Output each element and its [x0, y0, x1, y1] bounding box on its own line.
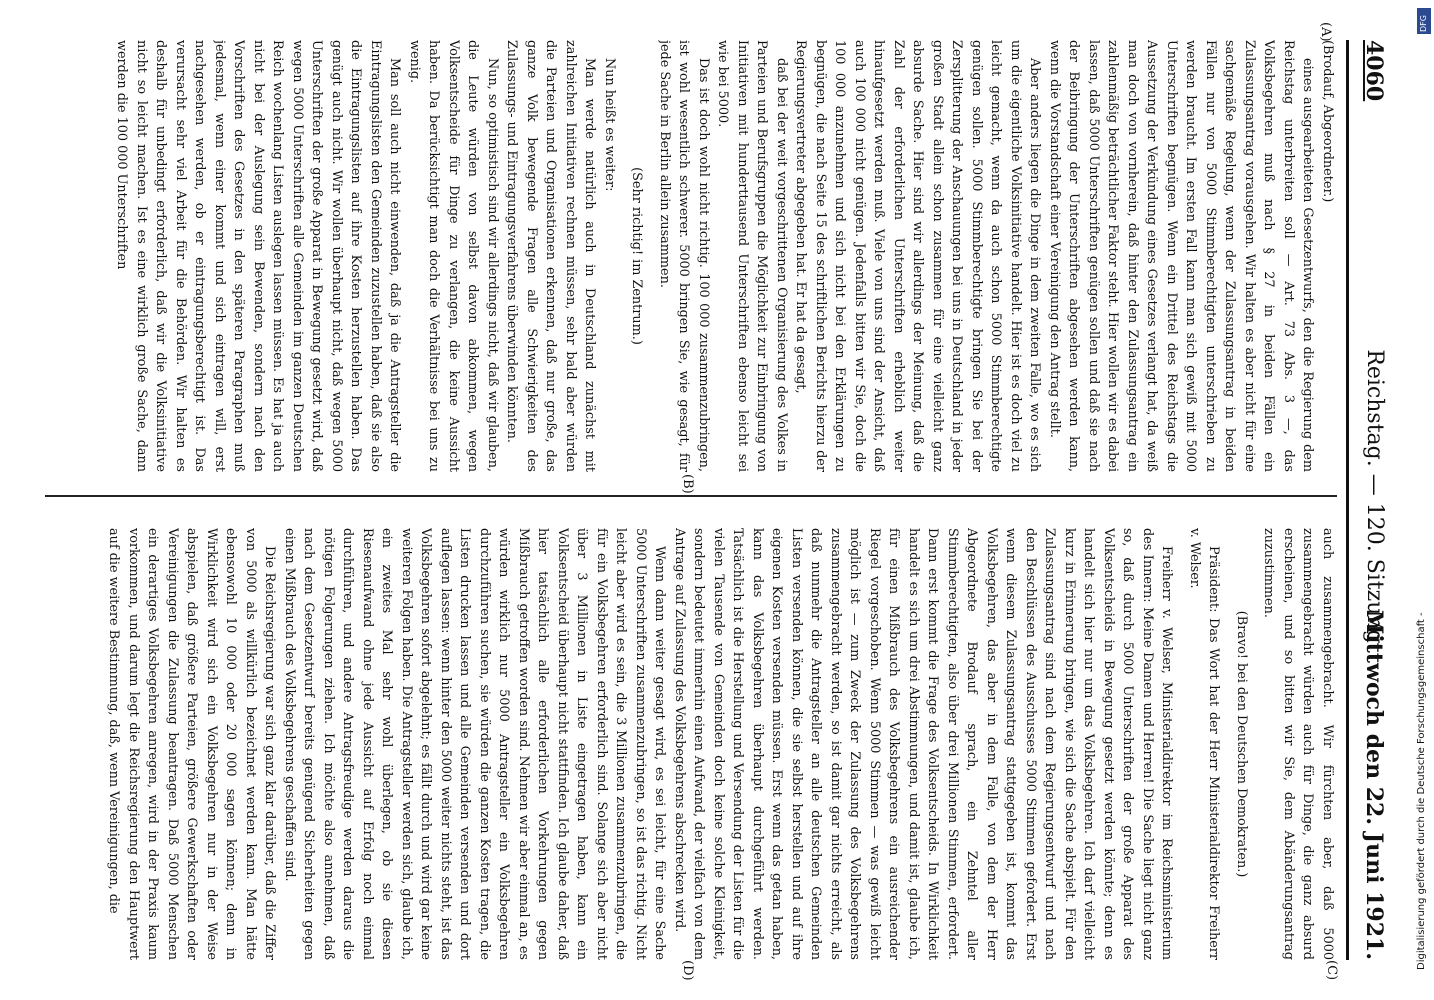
session-title: Reichstag. — 120. Sitzung. — [1362, 349, 1387, 651]
paragraph: Man soll auch nicht einwenden, daß ja die Antragsteller die Eintragungslisten den Gemeinden zuzustellen haben, daß sie also die Eintragungslisten auf ihre Kosten herzustellen haben. Das genügt auch nicht. Wir wollen überhaupt nicht, daß wegen 5000 Unterschriften der große Apparat in Bewegung gesetzt wird, daß wegen 5000 Unterschriften alle Gemeinden im ganzen Deutschen Reich wochenlang Listen auslegen lassen müssen. Es hat ja auch nicht bei der Auslegung sein Bewenden, sondern nach den Vorschriften des Gesetzes in den späteren Paragraphen muß jedesmal, wenn einer kommt und sich eintragen will, erst nachgesehen werden, ob er eintragungsberechtigt ist. Das verursacht sehr viel Arbeit für die Behörden. Wir halten es deshalb für unbedingt erforderlich, daß wir die Volksinitiative nicht so leicht machen. Ist es eine wirklich große Sache, dann werden die 100 000 Unterschriften — [114, 40, 403, 472]
digitization-notice-text: Digitalisierung gefördert durch die Deutsche Forschungsgemeinschaft - — [1416, 612, 1427, 970]
paragraph: Die Reichsregierung war sich ganz klar darüber, daß die Ziffer von 5000 als willkürlich bezeichnet werden kann. Man hätte ebensowohl 10 000 oder 20 000 sagen können; denn in Wirklichkeit wird sich ein Volksbegehren nur in der Weise abspielen, daß größere Parteien, größere Gewerkschaften oder Vereinigungen die Zulassung beantragen. Daß 5000 Menschen ein derartiges Volksbegehren anregen, wird in der Praxis kaum vorkommen, und darum legt die Reichsregierung den Hauptwert auf die weitere Bestimmung, daß, wenn Vereinigungen, die — [106, 528, 278, 960]
dfg-logo — [1417, 8, 1431, 34]
president-statement: Präsident: Das Wort hat der Herr Ministerialdirektor Freiherr v. Welser. — [1187, 528, 1222, 960]
session-date: Mittwoch den 22. Juni 1921. — [1361, 610, 1387, 960]
margin-marker-a: (A) — [1318, 22, 1333, 42]
digitization-notice — [1414, 10, 1432, 970]
paragraph: Wenn dann weiter gesagt wird, es sei leicht, für eine Sache 5000 Unterschriften zusammenzubringen, so ist das richtig. Nicht leicht aber wird es sein, die 3 Millionen zusammenzubringen, die für ein Volksbegehren erforderlich sind. Solange sich aber nicht über 3 Millionen in Liste eingetragen haben, kann ein Volksentscheid überhaupt nicht stattfinden. Ich glaube daher, daß hier tatsächlich alle erforderlichen Vorkehrungen gegen Mißbrauch getroffen worden sind. Nehmen wir aber einmal an, es würden wirklich nur 5000 Antragsteller ein Volksbegehren durchzuführen suchen, sie würden die ganzen Kosten tragen, die Listen drucken lassen und alle Gemeinden versenden und dort auflegen lassen: wenn hinter den 5000 weiter nichts steht, ist das Volksbegehren sofort abgelehnt; es fällt durch und wird gar keine weiteren Folgen haben. Die Antragsteller werden sich, glaube ich, ein zweites Mal sehr wohl überlegen, ob sie diesen Riesenaufwand ohne jede Aussicht auf Erfolg noch einmal durchführen, und andere Antragsfreudige werden daraus die nötigen Folgerungen ziehen. Ich möchte also annehmen, daß nach dem Gesetzentwurf bereits genügend Sicherheiten gegen einen Mißbrauch des Volksbegehrens geschaffen sind. — [282, 528, 668, 960]
speaker-continuation: (Brodauf, Abgeordneter.) — [1320, 40, 1335, 203]
page-header — [1347, 40, 1387, 960]
paragraph: eines ausgearbeiteten Gesetzentwurfs, den die Regierung dem Reichstag unterbreiten soll — Art. 73 Abs. 3 —, das Volksbegehren muß nach § 27 in beiden Fällen ein Zulassungsantrag vorausgehen. Wir halten es aber nicht für eine sachgemäße Regelung, wenn der Zulassungsantrag in beiden Fällen nur von 5000 Stimmberechtigten unterschrieben zu werden braucht. Im ersten Fall kann man sich gewiß mit 5000 Unterschriften begnügen. Wenn ein Drittel des Reichstags die Aussetzung der Verkündung eines Gesetzes verlangt hat, da weiß man doch von vornherein, daß hinter den Zulassungsantrag ein zahlenmäßig beträchtlicher Faktor steht. Hier wollen wir es dabei lassen, daß 5000 Unterschriften genügen sollen und daß sie nach der Beibringung der Unterschriften abgesehen werden kann, wenn die Vorstandschaft einer Vereinigung den Antrag stellt. — [1047, 40, 1316, 472]
dfg-logo-text: DFG — [1419, 15, 1428, 32]
paragraph: Aber anders liegen die Dinge in dem zweiten Falle, wo es sich um die eigentliche Volksinitiative handelt. Hier ist es doch viel zu leicht gemacht, wenn da auch schon 5000 Stimmberechtigte genügen sollen. 5000 Stimmberechtigte bringen Sie bei der Zersplitterung der Anschauungen bei uns in Deutschland in jeder großen Stadt allein schon zusammen für eine vielleicht ganz absurde Sache. Hier sind wir allerdings der Meinung, daß die Zahl der erforderlichen Unterschriften erheblich weiter hinaufgesetzt werden muß. Viele von uns sind der Ansicht, daß auch 100 000 nicht genügen. Jedenfalls bitten wir Sie, doch die 100 000 anzunehmen und sich nicht bei den Erklärungen zu begnügen, die nach Seite 15 des schriftlichen Berichts hierzu der Regierungsvertreter abgegeben hat. Er hat da gesagt, — [793, 40, 1043, 472]
margin-marker-d: (D) — [680, 960, 695, 981]
speaker-paragraph: Freiherr v. Welser, Ministerialdirektor im Reichsministerium des Innern: Meine Damen und Herren! Die Sache liegt nicht ganz so, daß durch 5000 Unterschriften der große Apparat des Volksentscheids in Bewegung gesetzt werden könnte; denn es handelt sich hier nur um das Volksbegehren. Ich darf vielleicht kurz in Erinnerung bringen, wie sich die Sache abspielt. Für den Zulassungsantrag sind nach dem Regierungsentwurf und nach den Beschlüssen des Ausschusses 5000 Stimmen gefordert. Erst wenn diesem Zulassungsantrag stattgegeben ist, kommt das Volksbegehren, das aber in dem Falle, von dem der Herr Abgeordnete Brodauf sprach, ein Zehntel aller Stimmberechtigten, also über drei Millionen Stimmen, erfordert. Dann erst kommt die Frage des Volksentscheids. In Wirklichkeit handelt es sich um drei Abstimmungen, und damit ist, glaube ich, für einen Mißbrauch des Volksbegehrens ein ausreichender Riegel vorgeschoben. Wenn 5000 Stimmen — was gewiß leicht möglich ist — zum Zweck der Zulassung des Volksbegehrens zusammengebracht werden, so ist damit gar nichts erreicht, als daß nunmehr die Antragsteller an alle deutschen Gemeinden Listen versenden können, die sie selbst herstellen und auf ihre eigenen Kosten versenden müssen. Erst wenn das getan haben, kann das Volksbegehren überhaupt durchgeführt werden. Tatsächlich ist die Herstellung und Versendung der Listen für die vielen Tausende von Gemeinden doch keine solche Kleinigkeit, sondern bedeutet immerhin einen Aufwand, der vielfach von dem Antrage auf Zulassung des Volksbegehrens abschrecken wird. — [672, 528, 1175, 960]
header-rule — [1346, 40, 1349, 960]
interjection: (Sehr richtig! im Zentrum.) — [629, 167, 645, 345]
rotated-page-content — [25, 20, 1395, 980]
right-text-column — [45, 528, 1337, 960]
quote-paragraph: Man werde natürlich auch in Deutschland zunächst mit zahlreichen Initiativen rechnen müssen, sehr bald aber würden die Parteien und Organisationen erkennen, daß nur große, das ganze Volk bewegende Fragen alle Schwierigkeiten des Zulassungs- und Eintragungsverfahrens überwinden könnten. — [504, 40, 598, 472]
paragraph: Nun, so optimistisch sind wir allerdings nicht, daß wir glauben, die Leute würden von selbst davon abkommen, wegen Volksentscheide für Dinge zu verlangen, die keine Aussicht haben. Da berücksichtigt man doch die Verhältnisse bei uns zu wenig. — [407, 40, 500, 472]
paragraph: Das ist doch wohl nicht richtig. 100 000 zusammenzubringen, ist wohl wesentlich schwerer. 5000 bringen Sie, wie gesagt, für jede Sache in Berlin allein zusammen. — [657, 40, 711, 472]
column-divider — [45, 495, 1337, 497]
paragraph: auch zusammengebracht. Wir fürchten aber, daß 5000 zusammengebracht würden auch für Dinge, die ganz absurd erscheinen, und so bitten wir Sie, dem Abänderungsantrag zuzustimmen. — [1261, 528, 1335, 960]
quote-paragraph: daß bei der weit vorgeschrittenen Organisierung des Volkes in Parteien und Berufsgruppen die Möglichkeit zur Einbringung von Initiativen mit hunderttausend Unterschriften ebenso leicht sei wie bei 5000. — [715, 40, 789, 472]
paragraph: Nun heißt es weiter: — [602, 58, 617, 192]
margin-marker-b: (B) — [680, 474, 695, 494]
left-text-column — [45, 40, 1337, 472]
page-number: 4060 — [1361, 40, 1387, 102]
interjection: (Bravo! bei den Deutschen Demokraten.) — [1234, 610, 1249, 878]
margin-marker-c: (C) — [1324, 960, 1339, 981]
